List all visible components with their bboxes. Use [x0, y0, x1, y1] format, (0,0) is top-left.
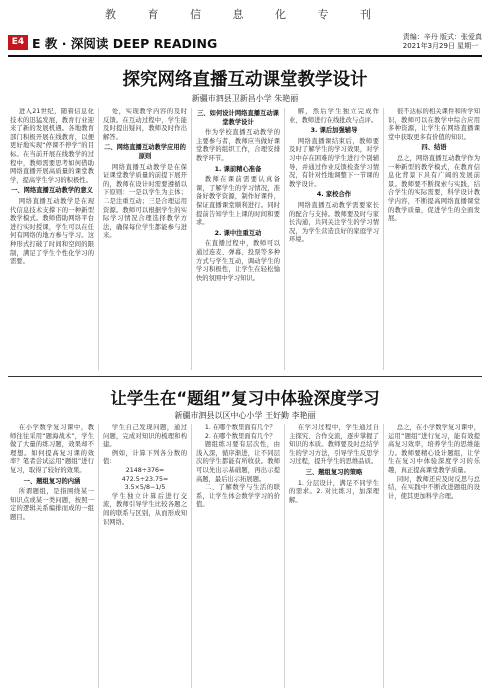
paragraph: 二、了解数学与生活的联系，让学生体会数学学习的价值。 [196, 484, 280, 509]
article1-column-4 [289, 108, 379, 370]
article1-column-1 [10, 108, 94, 370]
article1-column-5 [388, 108, 480, 370]
paragraph: 在直播过程中，教师可以通过连麦、弹幕、投票等多种方式与学生互动，调动学生的学习积极性，让学生在轻松愉快的氛围中学习知识。 [196, 240, 280, 282]
article1-column-3 [196, 108, 280, 370]
subheading: 三、如何设计网络直播互动课堂教学设计 [197, 110, 279, 126]
editor-line: 责编：辛丹 版式：张爱真 [402, 33, 482, 41]
subheading: 一、题组复习的内涵 [23, 477, 81, 485]
paragraph: 学生自己发现问题，通过问题，完成对知识的梳理和构建。 [103, 424, 187, 449]
subheading: 1. 课前精心准备 [214, 165, 262, 173]
subheading: 四、结语 [421, 144, 447, 152]
article2-title: 让学生在“题组”复习中体验深度学习 [110, 389, 380, 408]
paragraph: 在学习过程中，学生通过自主探究、合作交流，逐步掌握了知识的本质。教师要及时总结学生的学习方法，引导学生反思学习过程，提升学生的思维品质。 [289, 424, 379, 466]
paragraph: 总之，网络直播互动教学作为一种新型的教学模式，在教育信息化背景下具有广阔的发展前景。教师要不断探索与实践，结合学生的实际需要，科学设计教学内容，不断提高网络直播课堂的教学质量，促进学生的全面发展。 [388, 154, 480, 223]
paragraph: 例如，计算下列各分数的值： [103, 449, 187, 466]
paragraph: 教师在课前需要认真备课，了解学生的学习情况，准备好教学资源，制作好课件，保证直播课堂顺利进行。同时提前告知学生上课的时间和要求。 [196, 176, 280, 227]
column-divider [191, 424, 192, 688]
article2-byline: 新疆市泗县以区中心小学 王好勤 李艳丽 [174, 411, 316, 420]
article2-column-1 [10, 424, 94, 688]
date-line: 2021年3月29日 星期一 [402, 42, 479, 50]
paragraph: 学生独立计算后进行交流，教师引导学生比较各题之间的联系与区别，从而形成知识网络。 [103, 492, 187, 526]
column-divider [191, 108, 192, 370]
paragraph: 网络直播互动教学是在保证课堂教学质量的前提下展开的，教师在设计时需要遵循以下原则：一是以学生为主体；二是注重互动；三是合理运用资源。教师可以根据学生的实际学习情况合理选择教学方法，确保每位学生都能参与进来。 [103, 163, 187, 240]
paragraph: 很不达标的相关课件和所学知识，教师可以在教学中综合应用多种资源，让学生在网络直播课堂中获取更多有价值的知识。 [388, 108, 480, 141]
section-header [8, 33, 482, 57]
paragraph: 在小学数学复习课中，教师往往采用“题海战术”，学生做了大量的练习题，效果却不理想。如何提高复习课的效率？笔者尝试运用“题组”进行复习，取得了较好的效果。 [10, 424, 94, 474]
section-name: E 教 · 深阅读 DEEP READING [32, 36, 218, 51]
column-divider [383, 424, 384, 688]
masthead-title: 教 育 信 息 化 专 刊 [105, 8, 385, 21]
paragraph: 作为学校直播互动教学的主要参与者，教师应当做好课堂教学的组织工作，合理安排教学环节。 [196, 129, 280, 162]
issue-meta [403, 33, 482, 51]
calculation: 472.5÷23.75= [121, 475, 169, 483]
column-divider [98, 108, 99, 370]
subheading: 一、网络直播互动教学的意义 [11, 187, 93, 195]
article2-column-3 [196, 424, 280, 688]
article1-byline: 新疆市泗县卫新昌小学 朱艳丽 [191, 94, 299, 103]
paragraph: 题组练习要有层次性，由浅入深，循序渐进，让不同层次的学生都能有所收获。教师可以先出示基础题，再出示提高题，最后出示拓展题。 [196, 441, 280, 483]
subheading: 三、题组复习的策略 [305, 468, 363, 476]
article2-column-5 [388, 424, 480, 688]
page-number: E4 [8, 35, 28, 50]
paragraph: 同时，教师还应及时反思与总结，在实践中不断改进题组的设计，使其更加科学合理。 [388, 475, 480, 500]
article2-column-4 [289, 424, 379, 688]
paragraph: 解，然后学生独立完成作业，教师进行在线批改与点评。 [289, 108, 379, 124]
column-divider [284, 108, 285, 370]
paragraph: 网络直播课结束后，教师要及时了解学生的学习效果，对学习中存在困难的学生进行个别辅导，并通过作业反馈检查学习情况，有针对性地调整下一节课的教学设计。 [289, 137, 379, 188]
calculation: 2148÷376= [125, 466, 165, 474]
subheading: 3. 课后加强辅导 [310, 127, 358, 135]
subheading: 2. 课中注重互动 [214, 229, 262, 237]
column-divider [284, 424, 285, 688]
column-divider [383, 108, 384, 370]
paragraph: 网络直播互动教学需要家长的配合与支持。教师要及时与家长沟通，共同关注学生的学习情况，为学生营造良好的家庭学习环境。 [289, 201, 379, 244]
paragraph: 网络直播互动教学是在现代信息技术支撑下的一种新型教学模式。教师借助网络平台进行实时授课，学生可以在任何有网络的地方参与学习。这种形式打破了时间和空间的限制，满足了学生个性化学习的需要。 [10, 197, 94, 266]
masthead [0, 0, 490, 32]
article2-column-2 [103, 424, 187, 688]
paragraph: 进入21世纪，随着信息化技术的迅猛发展，教育行业迎来了新的发展机遇。各地教育部门积极开展在线教育，以便更好地实现“停课不停学”的目标。在当前开展在线教学的过程中，教师需要思考如何借助网络直播开展高质量的课堂教学，提高学生学习的积极性。 [10, 108, 94, 184]
paragraph: 1. 在哪个数里面有几个？ [204, 424, 276, 431]
column-divider [98, 424, 99, 688]
article1-title: 探究网络直播互动课堂教学设计 [122, 70, 368, 90]
paragraph: 所谓题组，是指围绕某一知识点或某一类问题，按照一定的逻辑关系编排而成的一组题目。 [10, 488, 94, 521]
paragraph: 1. 分层设计，满足不同学生的需求。2. 对比练习，加深理解。 [289, 479, 379, 504]
subheading: 二、网络直播互动教学应用的原则 [104, 144, 186, 160]
article1-column-2 [103, 108, 187, 370]
calculation: 3.5×5/8−1/5 [124, 484, 166, 492]
paragraph: 2. 在哪个数里面有几个？ [204, 432, 276, 440]
subheading: 4. 家校合作 [316, 191, 352, 199]
paragraph: 处，实现教学内容的及时反馈。在互动过程中，学生能及时提出疑问，教师及时作出解答。 [103, 108, 187, 141]
section-divider [8, 376, 482, 377]
paragraph: 总之，在小学数学复习课中，运用“题组”进行复习，能有效提高复习效率，培养学生的思维能力。教师要精心设计题组，让学生在复习中体验深度学习的乐趣，真正提高课堂教学质量。 [388, 424, 480, 474]
